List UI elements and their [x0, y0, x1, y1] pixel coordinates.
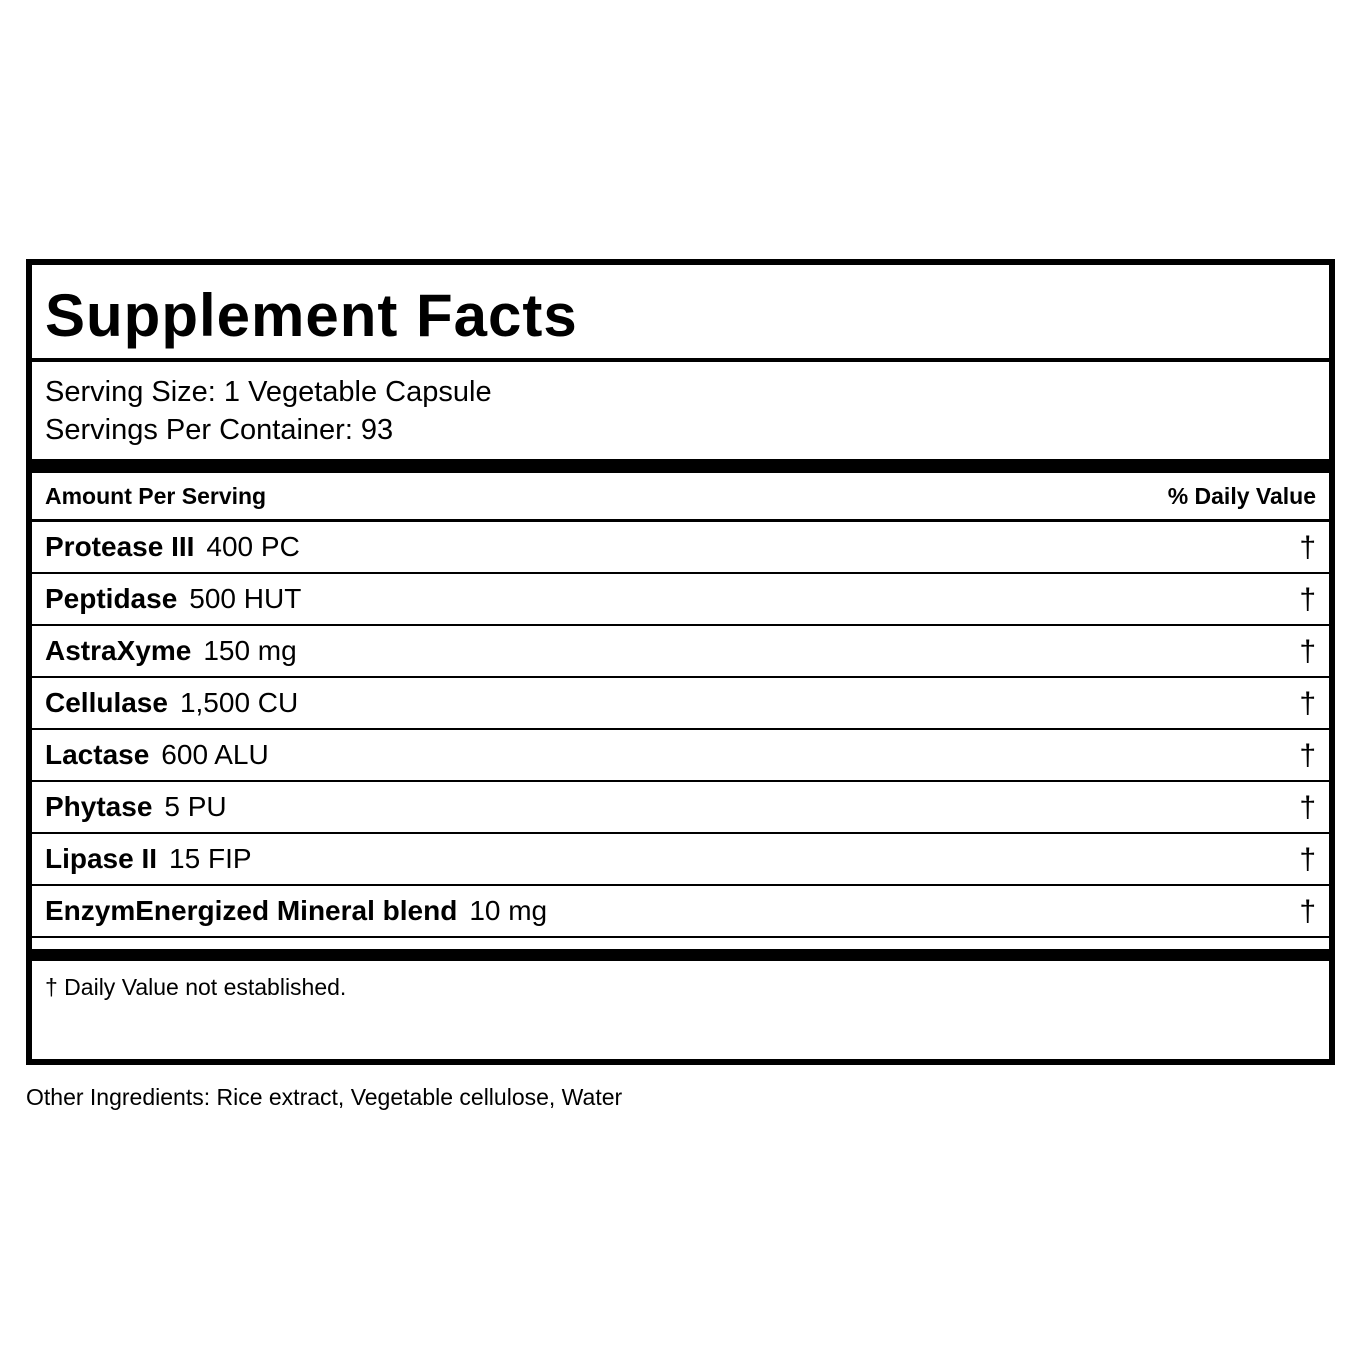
ingredient-daily-value: †	[1299, 687, 1316, 720]
ingredient-daily-value: †	[1299, 531, 1316, 564]
ingredient-row	[32, 782, 1329, 834]
ingredient-amount: 5 PU	[164, 791, 227, 822]
daily-value-footnote: † Daily Value not established.	[45, 974, 347, 1000]
ingredient-daily-value: †	[1299, 739, 1316, 772]
servings-per-container: Servings Per Container: 93	[45, 414, 394, 446]
ingredient-name: Lactase	[45, 739, 150, 770]
column-header-row	[32, 473, 1329, 522]
ingredient-amount: 500 HUT	[189, 583, 302, 614]
ingredient-name: Peptidase	[45, 583, 178, 614]
ingredient-daily-value: †	[1299, 635, 1316, 668]
ingredient-daily-value: †	[1299, 895, 1316, 928]
other-ingredients: Other Ingredients: Rice extract, Vegetable cellulose, Water	[26, 1084, 623, 1110]
panel-title: Supplement Facts	[45, 282, 578, 349]
ingredient-row	[32, 886, 1329, 938]
ingredient-amount: 400 PC	[206, 531, 300, 562]
ingredient-daily-value: †	[1299, 583, 1316, 616]
thick-divider	[32, 938, 1329, 961]
ingredient-row	[32, 574, 1329, 626]
ingredient-name: AstraXyme	[45, 635, 192, 666]
ingredient-row	[32, 522, 1329, 574]
ingredient-name: Lipase II	[45, 843, 158, 874]
ingredient-amount: 150 mg	[203, 635, 297, 666]
ingredient-row	[32, 834, 1329, 886]
ingredient-amount: 10 mg	[469, 895, 548, 926]
title-row	[32, 265, 1329, 362]
ingredient-amount: 15 FIP	[169, 843, 252, 874]
ingredient-daily-value: †	[1299, 843, 1316, 876]
footnote-row	[32, 961, 1329, 1051]
ingredient-row	[32, 678, 1329, 730]
ingredient-row	[32, 730, 1329, 782]
serving-size: Serving Size: 1 Vegetable Capsule	[45, 376, 492, 408]
supplement-facts-panel	[26, 259, 1335, 1065]
ingredient-row	[32, 626, 1329, 678]
daily-value-header: % Daily Value	[1167, 483, 1316, 509]
ingredient-name: Phytase	[45, 791, 153, 822]
ingredient-name: Cellulase	[45, 687, 168, 718]
ingredient-amount: 600 ALU	[161, 739, 269, 770]
serving-info	[32, 362, 1329, 473]
ingredient-daily-value: †	[1299, 791, 1316, 824]
ingredient-name: Protease III	[45, 531, 195, 562]
amount-per-serving-header: Amount Per Serving	[45, 483, 267, 509]
ingredient-name: EnzymEnergized Mineral blend	[45, 895, 458, 926]
ingredient-amount: 1,500 CU	[179, 687, 299, 718]
